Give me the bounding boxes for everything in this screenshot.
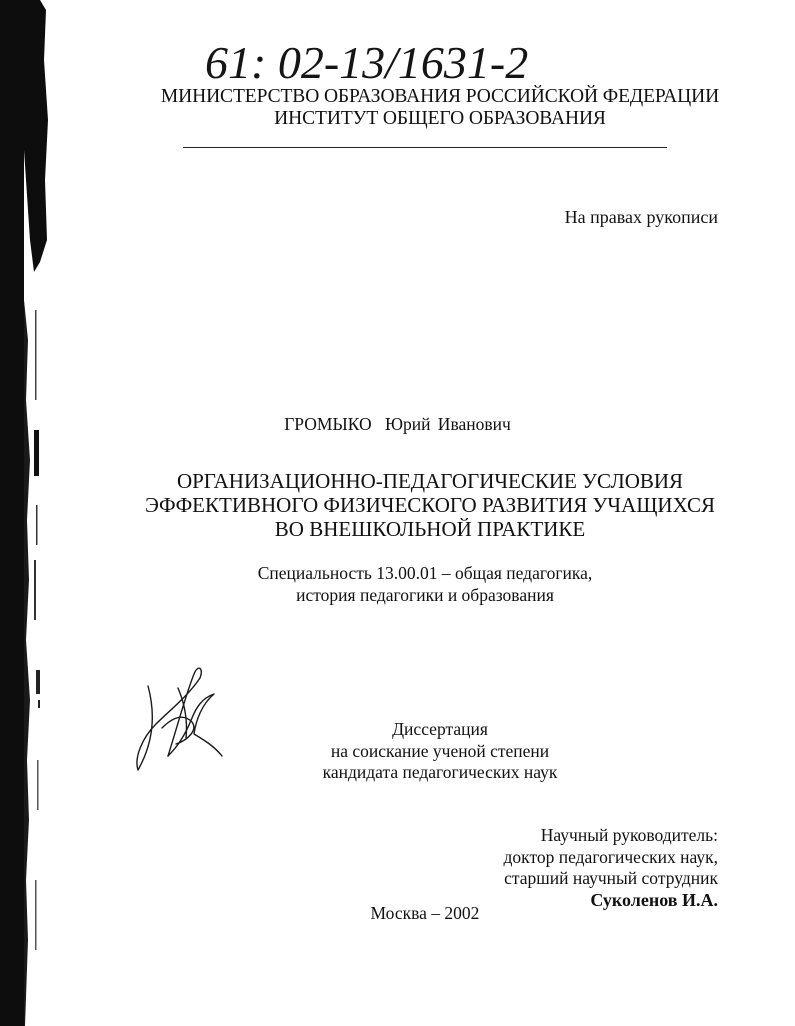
author-surname: ГРОМЫКО xyxy=(284,414,372,434)
supervisor-name: Суколенов И.А. xyxy=(590,889,718,910)
supervisor-label: Научный руководитель: xyxy=(540,825,718,845)
specialty-line: история педагогики и образования xyxy=(296,585,554,605)
dissertation-line: на соискание ученой степени xyxy=(330,740,550,761)
header-divider xyxy=(183,147,667,148)
dissertation-line: кандидата педагогических наук xyxy=(322,762,558,782)
supervisor-position: старший научный сотрудник xyxy=(504,868,718,888)
ministry-name: МИНИСТЕРСТВО ОБРАЗОВАНИЯ РОССИЙСКОЙ ФЕДЕРАЦИИ xyxy=(160,86,720,107)
thesis-title xyxy=(100,469,760,541)
thesis-title-line: ВО ВНЕШКОЛЬНОЙ ПРАКТИКЕ xyxy=(274,517,586,541)
supervisor-degree: доктор педагогических наук, xyxy=(503,846,718,867)
place-year: Москва – 2002 xyxy=(370,903,480,923)
author xyxy=(0,414,795,435)
scan-edge-shadow xyxy=(0,0,60,1026)
author-given-names: Юрий Иванович xyxy=(384,414,511,434)
thesis-title-line: ЭФФЕКТИВНОГО ФИЗИЧЕСКОГО РАЗВИТИЯ УЧАЩИХСЯ xyxy=(145,493,715,517)
document-header xyxy=(120,86,760,130)
dissertation-statement xyxy=(200,719,680,784)
rights-note: На правах рукописи xyxy=(564,207,718,227)
dissertation-line: Диссертация xyxy=(392,719,488,739)
specialty xyxy=(150,562,700,606)
specialty-line: Специальность 13.00.01 – общая педагогика, xyxy=(257,563,593,583)
thesis-title-line: ОРГАНИЗАЦИОННО-ПЕДАГОГИЧЕСКИЕ УСЛОВИЯ xyxy=(176,469,684,493)
institute-name: ИНСТИТУТ ОБЩЕГО ОБРАЗОВАНИЯ xyxy=(274,108,606,129)
supervisor-block xyxy=(420,825,718,911)
archive-code-text: 61: 02-13/1631-2 xyxy=(205,37,529,88)
